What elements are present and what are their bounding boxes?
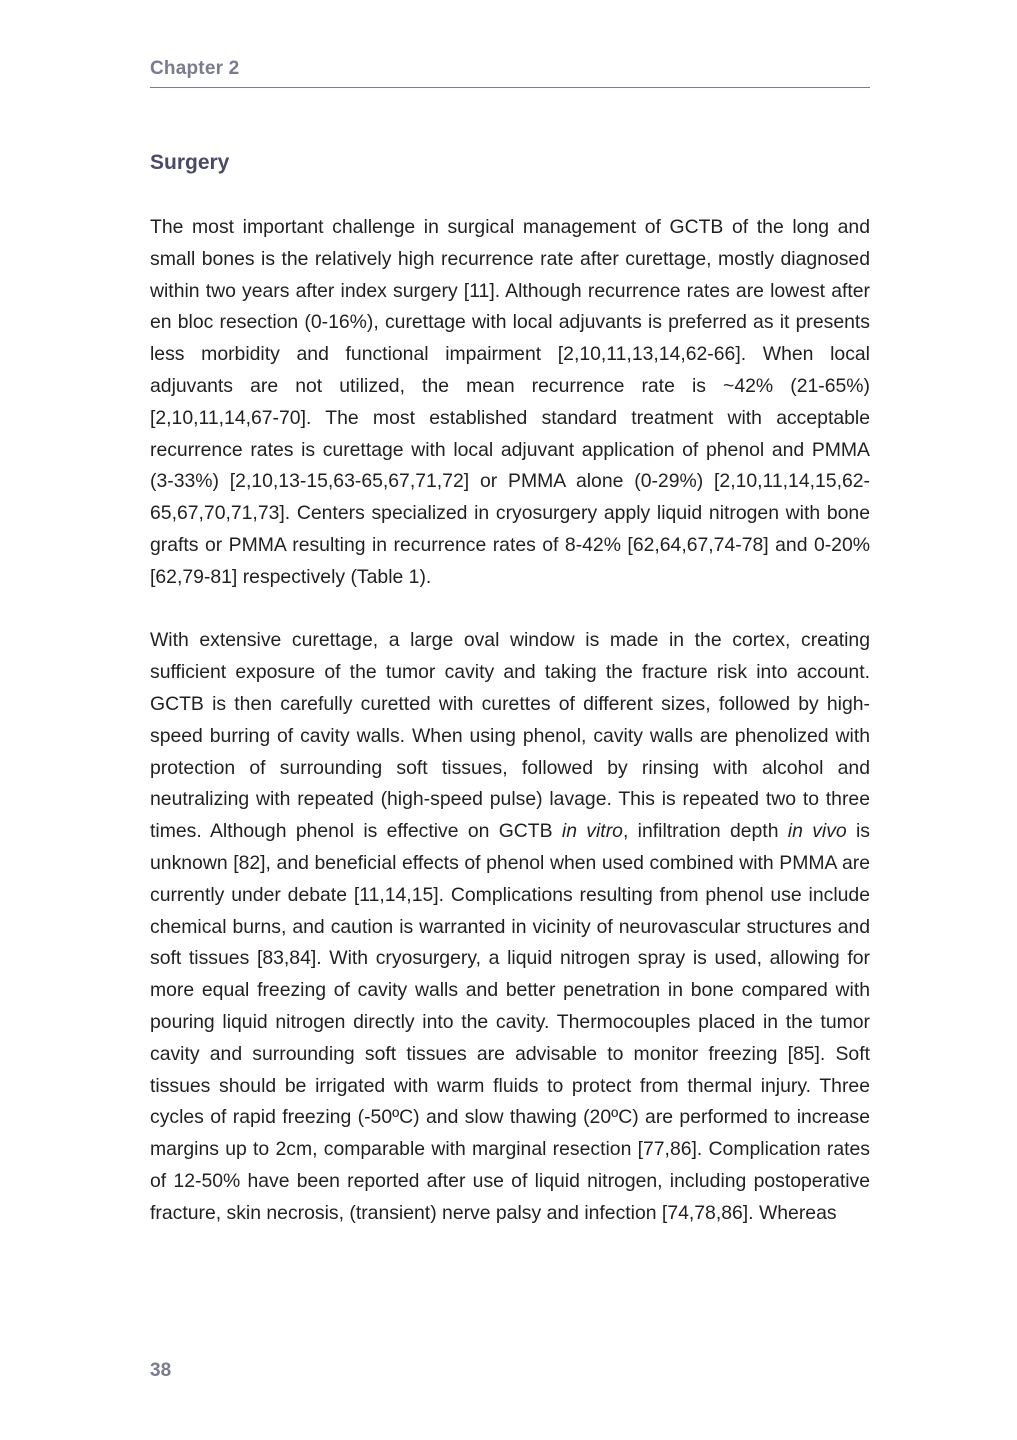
italic-in-vivo: in vivo	[787, 820, 847, 843]
paragraph-2-text-b: , infiltration depth	[622, 820, 788, 843]
header-rule	[150, 87, 870, 88]
paragraph-2	[150, 625, 870, 1229]
body-text	[150, 212, 870, 1230]
running-header	[150, 56, 870, 88]
paragraph-2-text-a: With extensive curettage, a large oval window is made in the cortex, creating sufficient exposure of the tumor cavity and taking the fracture risk into account. GCTB is then carefully curetted with curettes of different sizes, followed by high-speed burring of cavity walls. When using phenol, cavity walls are phenolized with protection of surrounding soft tissues, followed by rinsing with alcohol and neutralizing with repeated (high-speed pulse) lavage. This is repeated two to three times. Although phenol is effective on GCTB	[150, 629, 870, 843]
page-number: 38	[150, 1360, 172, 1381]
paragraph-2-text-c: is unknown [82], and beneficial effects of phenol when used combined with PMMA are currently under debate [11,14,15]. Complications resulting from phenol use include chemical burns, and caution is warranted in vicinity of neurovascular structures and soft tissues [83,84]. With cryosurgery, a liquid nitrogen spray is used, allowing for more equal freezing of cavity walls and better penetration in bone compared with pouring liquid nitrogen directly into the cavity. Thermocouples placed in the tumor cavity and surrounding soft tissues are advisable to monitor freezing [85]. Soft tissues should be irrigated with warm fluids to protect from thermal injury. Three cycles of rapid freezing (-50ºC) and slow thawing (20ºC) are performed to increase margins up to 2cm, comparable with marginal resection [77,86]. Complication rates of 12-50% have been reported after use of liquid nitrogen, including postoperative fracture, skin necrosis, (transient) nerve palsy and infection [74,78,86]. Whereas	[150, 820, 871, 1224]
chapter-label: Chapter 2	[150, 58, 240, 79]
paragraph-1: The most important challenge in surgical management of GCTB of the long and small bones is the relatively high recurrence rate after curettage, mostly diagnosed within two years after index surgery [11]. Although recurrence rates are lowest after en bloc resection (0-16%), curettage with local adjuvants is preferred as it presents less morbidity and functional impairment [2,10,11,13,14,62-66]. When local adjuvants are not utilized, the mean recurrence rate is ~42% (21-65%) [2,10,11,14,67-70]. The most established standard treatment with acceptable recurrence rates is curettage with local adjuvant application of phenol and PMMA (3-33%) [2,10,13-15,63-65,67,71,72] or PMMA alone (0-29%) [2,10,11,14,15,62-65,67,70,71,73]. Centers specialized in cryosurgery apply liquid nitrogen with bone grafts or PMMA resulting in recurrence rates of 8-42% [62,64,67,74-78] and 0-20% [62,79-81] respectively (Table 1).	[150, 216, 870, 588]
italic-in-vitro: in vitro	[561, 820, 623, 843]
section-heading: Surgery	[150, 151, 230, 174]
